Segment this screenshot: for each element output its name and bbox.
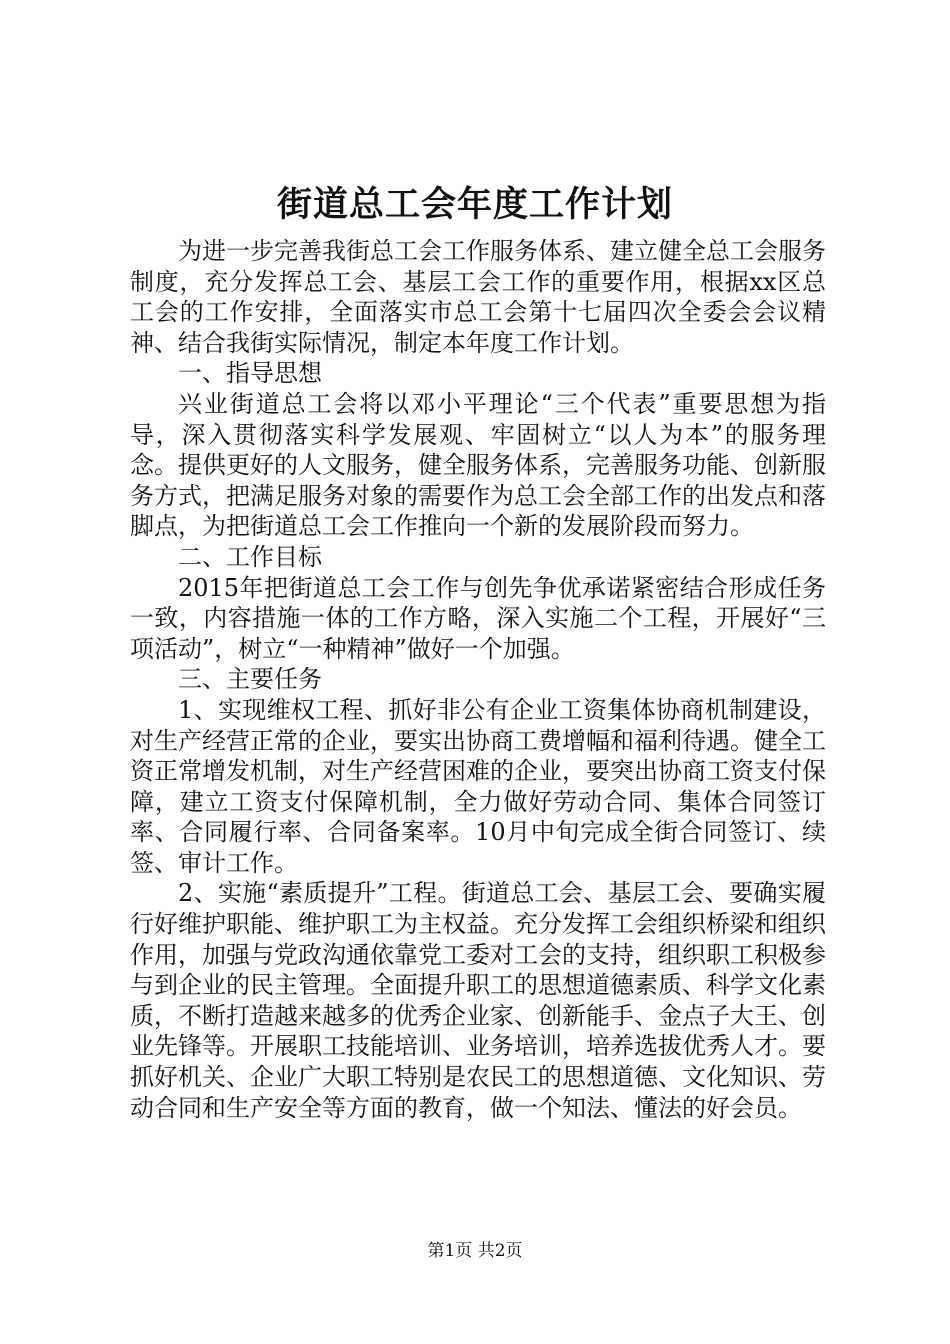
section-heading-work-goals: 二、工作目标 [178,542,322,571]
document-body [130,236,826,1123]
section-paragraph: 2015年把街道总工会工作与创先争优承诺紧密结合形成任务一致，内容措施一体的工作方略，深入实施二个工程，开展好“三项活动”，树立“一种精神”做好一个加强。 [130,573,826,663]
section-paragraph: 2、实施“素质提升”工程。街道总工会、基层工会、要确实履行好维护职能、维护职工为主权益。充分发挥工会组织桥梁和组织作用，加强与党政沟通依靠党工委对工会的支持，组织职工积极参与到企业的民主管理。全面提升职工的思想道德素质、科学文化素质，不断打造越来越多的优秀企业家、创新能手、金点子大王、创业先锋等。开展职工技能培训、业务培训，培养选拔优秀人才。要抓好机关、企业广大职工特别是农民工的思想道德、文化知识、劳动合同和生产安全等方面的教育，做一个知法、懂法的好会员。 [130,879,826,1122]
section-paragraph: 兴业街道总工会将以邓小平理论“三个代表”重要思想为指导，深入贯彻落实科学发展观、牢固树立“以人为本”的服务理念。提供更好的人文服务，健全服务体系，完善服务功能、创新服务方式，把满足服务对象的需要作为总工会全部工作的出发点和落脚点，为把街道总工会工作推向一个新的发展阶段而努力。 [130,389,826,541]
section-paragraph: 1、实现维权工程、抓好非公有企业工资集体协商机制建设，对生产经营正常的企业，要实出协商工费增幅和福利待遇。健全工资正常增发机制，对生产经营困难的企业，要突出协商工资支付保障，建立工资支付保障机制，全力做好劳动合同、集体合同签订率、合同履行率、合同备案率。10月中旬完成全街合同签订、续签、审计工作。 [130,695,826,877]
intro-paragraph: 为进一步完善我街总工会工作服务体系、建立健全总工会服务制度，充分发挥总工会、基层工会工作的重要作用，根据xx区总工会的工作安排，全面落实市总工会第十七届四次全委会会议精神、结合我街实际情况，制定本年度工作计划。 [130,237,826,357]
page-footer: 第1页 共2页 [427,1241,523,1261]
document-title: 街道总工会年度工作计划 [276,184,673,225]
section-heading-main-tasks: 三、主要任务 [178,665,322,694]
section-heading-guiding-ideology: 一、指导思想 [178,359,322,388]
